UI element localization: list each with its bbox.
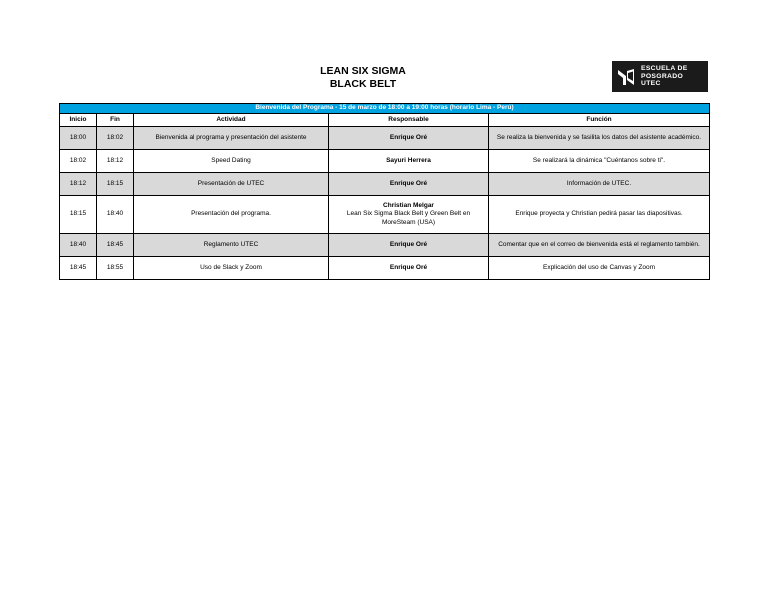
cell-fin: 18:02 xyxy=(97,127,134,150)
column-header-inicio: Inicio xyxy=(60,114,97,127)
responsable-detail: Lean Six Sigma Black Belt y Green Belt en MoreSteam (USA) xyxy=(346,210,471,226)
logo-text xyxy=(641,65,688,88)
utec-logo-mark-icon xyxy=(617,68,635,86)
responsable-name: Christian Melgar xyxy=(383,201,434,209)
title-line-2: BLACK BELT xyxy=(329,78,397,90)
logo-line-2: POSGRADO xyxy=(641,72,684,80)
table-row xyxy=(60,173,710,196)
cell-inicio: 18:45 xyxy=(60,257,97,280)
cell-responsable: Enrique Oré xyxy=(329,173,489,196)
header-row xyxy=(60,114,710,127)
cell-responsable xyxy=(329,196,489,234)
table-row xyxy=(60,196,710,234)
table-row xyxy=(60,127,710,150)
cell-actividad: Presentación de UTEC xyxy=(134,173,329,196)
cell-actividad: Reglamento UTEC xyxy=(134,234,329,257)
cell-funcion: Se realiza la bienvenida y se fasilita los datos del asistente académico. xyxy=(489,127,710,150)
utec-logo xyxy=(612,61,708,92)
column-header-fin: Fin xyxy=(97,114,134,127)
cell-fin: 18:40 xyxy=(97,196,134,234)
cell-actividad: Speed Dating xyxy=(134,150,329,173)
logo-line-3: UTEC xyxy=(641,80,661,88)
banner-row xyxy=(60,104,710,114)
cell-funcion: Se realizará la dinámica "Cuéntanos sobre ti". xyxy=(489,150,710,173)
cell-inicio: 18:12 xyxy=(60,173,97,196)
table-row xyxy=(60,150,710,173)
column-header-actividad: Actividad xyxy=(134,114,329,127)
document-title xyxy=(263,65,463,91)
cell-inicio: 18:40 xyxy=(60,234,97,257)
cell-responsable: Enrique Oré xyxy=(329,257,489,280)
cell-fin: 18:15 xyxy=(97,173,134,196)
cell-funcion: Explicación del uso de Canvas y Zoom xyxy=(489,257,710,280)
cell-responsable: Enrique Oré xyxy=(329,127,489,150)
cell-actividad: Bienvenida al programa y presentación del asistente xyxy=(134,127,329,150)
cell-responsable: Enrique Oré xyxy=(329,234,489,257)
title-line-1: LEAN SIX SIGMA xyxy=(320,65,406,77)
schedule-table xyxy=(59,103,710,280)
cell-fin: 18:12 xyxy=(97,150,134,173)
cell-funcion: Información de UTEC. xyxy=(489,173,710,196)
cell-fin: 18:45 xyxy=(97,234,134,257)
cell-funcion: Comentar que en el correo de bienvenida está el reglamento también. xyxy=(489,234,710,257)
logo-line-1: ESCUELA DE xyxy=(641,65,688,73)
column-header-funcion: Función xyxy=(489,114,710,127)
cell-actividad: Presentación del programa. xyxy=(134,196,329,234)
cell-actividad: Uso de Slack y Zoom xyxy=(134,257,329,280)
cell-inicio: 18:02 xyxy=(60,150,97,173)
cell-inicio: 18:15 xyxy=(60,196,97,234)
cell-responsable: Sayuri Herrera xyxy=(329,150,489,173)
cell-fin: 18:55 xyxy=(97,257,134,280)
table-row xyxy=(60,257,710,280)
cell-funcion: Enrique proyecta y Christian pedirá pasar las diapositivas. xyxy=(489,196,710,234)
table-row xyxy=(60,234,710,257)
column-header-responsable: Responsable xyxy=(329,114,489,127)
cell-inicio: 18:00 xyxy=(60,127,97,150)
program-banner: Bienvenida del Programa - 15 de marzo de 18:00 a 19:00 horas (horario Lima - Perú) xyxy=(60,104,710,114)
